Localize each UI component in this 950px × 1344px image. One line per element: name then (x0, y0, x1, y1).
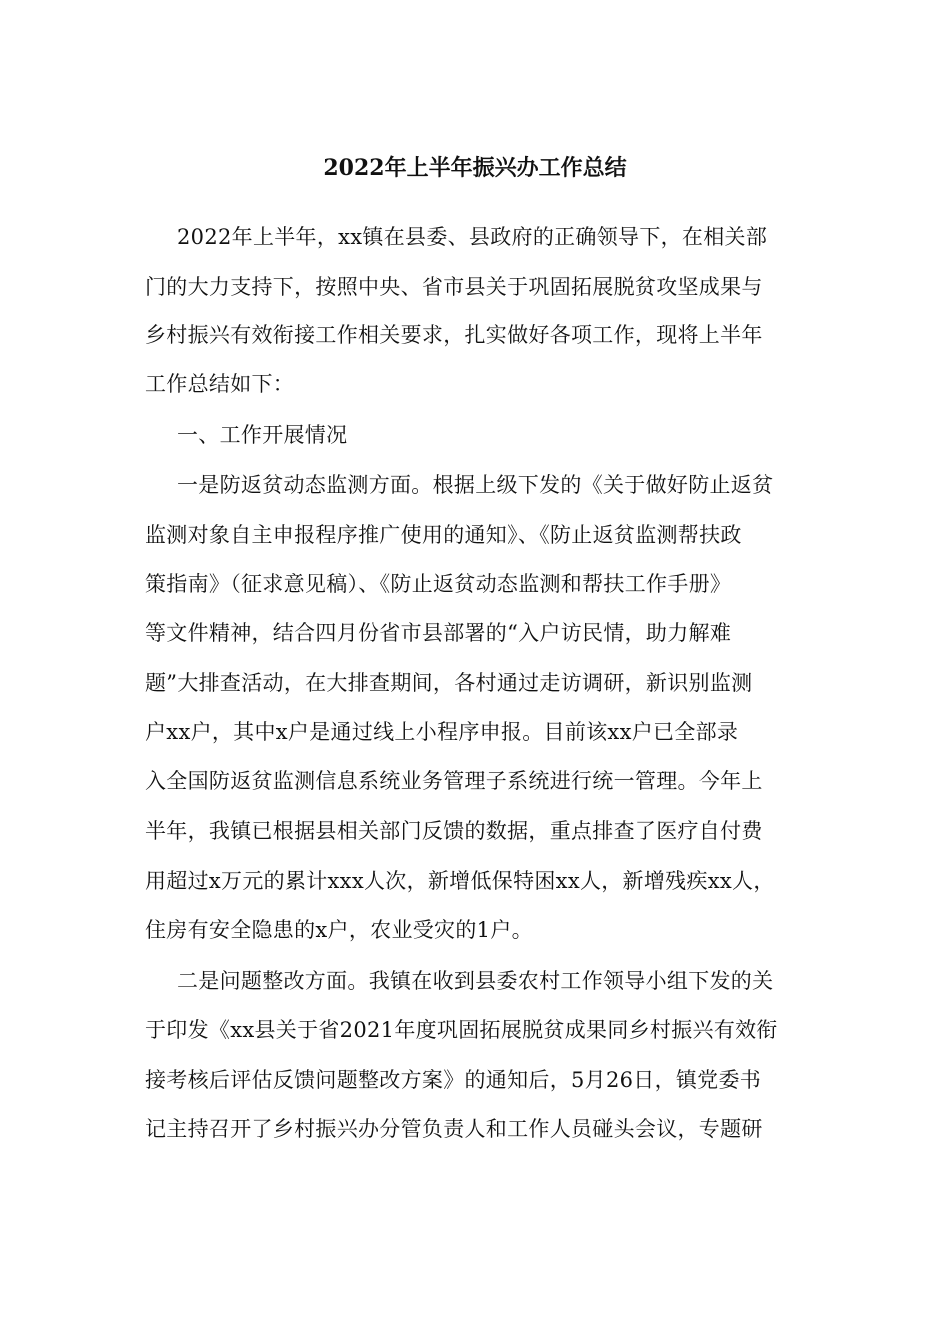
paragraph-line: 一是防返贫动态监测方面。根据上级下发的《关于做好防止返贫 (177, 473, 774, 497)
paragraph-line: 门的大力支持下，按照中央、省市县关于巩固拓展脱贫攻坚成果与 (145, 275, 763, 299)
paragraph-line: 二是问题整改方面。我镇在收到县委农村工作领导小组下发的关 (177, 969, 774, 993)
paragraph-line: 乡村振兴有效衔接工作相关要求，扎实做好各项工作，现将上半年 (145, 323, 763, 347)
paragraph-line: 户xx户，其中x户是通过线上小程序申报。目前该xx户已全部录 (145, 720, 739, 744)
paragraph-line: 接考核后评估反馈问题整改方案》的通知后，5月26日，镇党委书 (145, 1068, 762, 1092)
section-heading: 一、工作开展情况 (177, 423, 348, 447)
paragraph-line: 监测对象自主申报程序推广使用的通知》、《防止返贫监测帮扶政 (145, 523, 742, 547)
paragraph-line: 住房有安全隐患的x户，农业受灾的1户。 (145, 918, 533, 942)
paragraph-line: 记主持召开了乡村振兴办分管负责人和工作人员碰头会议，专题研 (145, 1117, 763, 1141)
paragraph-line: 于印发《xx县关于省2021年度巩固拓展脱贫成果同乡村振兴有效衔 (145, 1018, 778, 1042)
paragraph-line: 半年，我镇已根据县相关部门反馈的数据，重点排查了医疗自付费 (145, 819, 763, 843)
document-title: 2022年上半年振兴办工作总结 (323, 155, 627, 181)
paragraph-line: 策指南》（征求意见稿）、《防止返贫动态监测和帮扶工作手册》 (145, 572, 732, 596)
paragraph-line: 工作总结如下： (145, 372, 295, 396)
paragraph-line: 题”大排查活动，在大排查期间，各村通过走访调研，新识别监测 (145, 671, 753, 695)
paragraph-line: 2022年上半年，xx镇在县委、县政府的正确领导下，在相关部 (177, 225, 768, 249)
paragraph-line: 用超过x万元的累计xxx人次，新增低保特困xx人，新增残疾xx人， (145, 869, 775, 893)
paragraph-line: 入全国防返贫监测信息系统业务管理子系统进行统一管理。今年上 (145, 769, 763, 793)
paragraph-line: 等文件精神，结合四月份省市县部署的“入户访民情，助力解难 (145, 621, 732, 645)
